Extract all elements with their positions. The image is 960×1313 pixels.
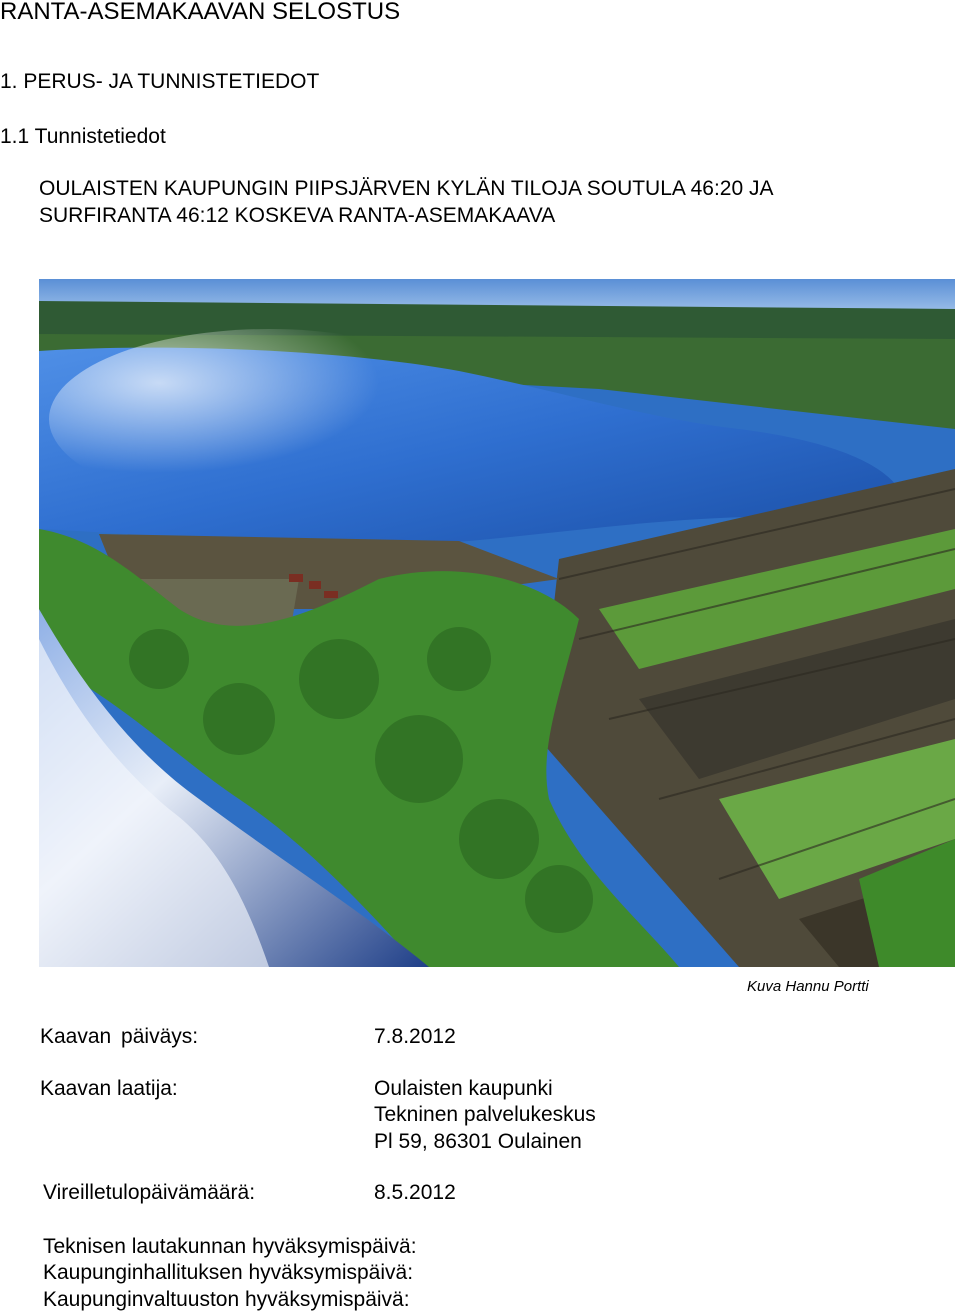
plan-author-label: Kaavan laatija:	[40, 1077, 178, 1100]
technical-board-approval-label: Teknisen lautakunnan hyväksymispäivä:	[43, 1235, 417, 1258]
aerial-photo	[39, 279, 955, 967]
plan-title-line-1: OULAISTEN KAUPUNGIN PIIPSJÄRVEN KYLÄN TILOJA SOUTULA 46:20 JA	[39, 177, 774, 200]
plan-title-line-2: SURFIRANTA 46:12 KOSKEVA RANTA-ASEMAKAAVA	[39, 204, 556, 227]
plan-date-value: 7.8.2012	[374, 1025, 456, 1048]
plan-author-line: Pl 59, 86301 Oulainen	[374, 1130, 582, 1153]
section-heading: 1. PERUS- JA TUNNISTETIEDOT	[0, 70, 320, 93]
subsection-heading: 1.1 Tunnistetiedot	[0, 125, 166, 148]
initiation-date-label: Vireilletulopäivämäärä:	[43, 1181, 256, 1204]
photo-caption: Kuva Hannu Portti	[747, 978, 869, 995]
plan-author-line: Tekninen palvelukeskus	[374, 1103, 596, 1126]
plan-author-line: Oulaisten kaupunki	[374, 1077, 553, 1100]
initiation-date-value: 8.5.2012	[374, 1181, 456, 1204]
city-council-approval-label: Kaupunginvaltuuston hyväksymispäivä:	[43, 1288, 410, 1311]
city-board-approval-label: Kaupunginhallituksen hyväksymispäivä:	[43, 1261, 414, 1284]
document-title: RANTA-ASEMAKAAVAN SELOSTUS	[0, 0, 401, 25]
plan-date-label: Kaavan päiväys:	[40, 1025, 199, 1048]
